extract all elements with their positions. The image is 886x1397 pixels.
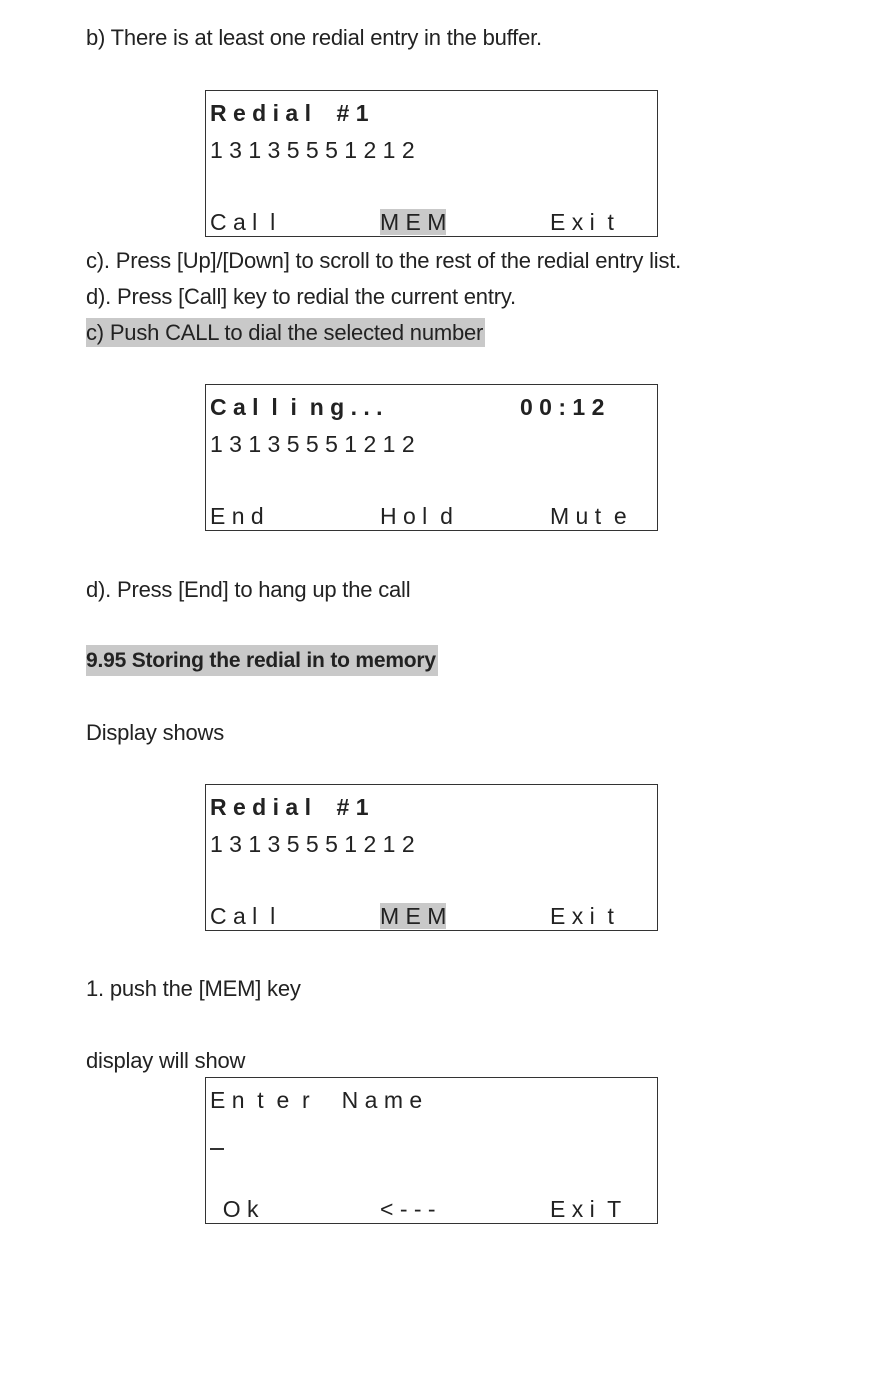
lcd-redial-display-2 (205, 784, 658, 931)
softkey-end-label: E n d (210, 503, 264, 529)
lcd-calling-display (205, 384, 658, 531)
text-display-shows: Display shows (86, 720, 225, 745)
text-step1: 1. push the [MEM] key (86, 976, 301, 1001)
softkey-hold-label: H o l d (380, 503, 453, 529)
lcd-calling-timer: 0 0 : 1 2 (520, 394, 605, 420)
section-heading-text: 9.95 Storing the redial in to memory (86, 645, 438, 676)
softkey-exit-2-label: E x i t (550, 903, 614, 929)
lcd-redial-display (205, 90, 658, 237)
text-c1: c). Press [Up]/[Down] to scroll to the rest of the redial entry list. (86, 248, 682, 273)
softkey-exit-label: E x i t (550, 209, 614, 235)
text-c2 (86, 319, 485, 347)
text-d1: d). Press [Call] key to redial the current entry. (86, 284, 516, 309)
softkey-call-label: C a l l (210, 209, 276, 235)
lcd-enter-name-title: E n t e r N a m e (210, 1087, 423, 1113)
softkey-mem-2-label: M E M (380, 903, 447, 929)
lcd-calling-number: 1 3 1 3 5 5 5 1 2 1 2 (210, 431, 415, 457)
lcd-redial-title: R e d i a l # 1 (210, 100, 369, 126)
lcd-calling-title: C a l l i n g . . . (210, 394, 383, 420)
text-b: b) There is at least one redial entry in the buffer. (86, 25, 542, 50)
softkey-exit-3-label: E x i T (550, 1196, 622, 1222)
softkey-mute-label: M u t e (550, 503, 627, 529)
softkey-call-2-label: C a l l (210, 903, 276, 929)
lcd-redial-number: 1 3 1 3 5 5 5 1 2 1 2 (210, 137, 415, 163)
lcd-redial-2-title: R e d i a l # 1 (210, 794, 369, 820)
text-display-will-show: display will show (86, 1048, 246, 1073)
softkey-ok-label: O k (210, 1196, 259, 1222)
section-heading (86, 646, 438, 675)
lcd-redial-2-number: 1 3 1 3 5 5 5 1 2 1 2 (210, 831, 415, 857)
lcd-enter-name-display (205, 1077, 658, 1224)
text-c2-highlight: c) Push CALL to dial the selected number (86, 320, 484, 345)
text-d2: d). Press [End] to hang up the call (86, 577, 411, 602)
text-cursor (210, 1148, 224, 1150)
softkey-backspace-label: < - - - (380, 1196, 436, 1222)
softkey-mem-label: M E M (380, 209, 447, 235)
